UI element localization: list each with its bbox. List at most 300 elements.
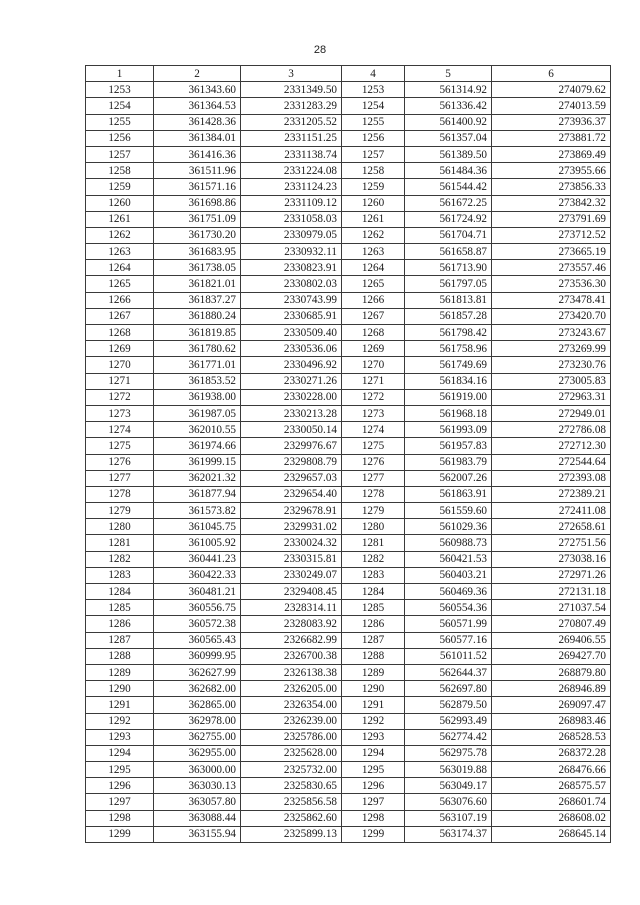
table-body <box>86 82 611 843</box>
table-cell-col-5: 561758.96 <box>405 341 492 357</box>
table-cell-col-5: 561484.36 <box>405 163 492 179</box>
column-header-3: 3 <box>241 66 342 82</box>
table-cell-col-1: 1278 <box>86 486 154 502</box>
table-cell-col-3: 2331349.50 <box>241 82 342 98</box>
table-cell-col-1: 1286 <box>86 616 154 632</box>
table-cell-col-6: 273038.16 <box>492 551 611 567</box>
table-cell-col-6: 268946.89 <box>492 681 611 697</box>
table-cell-col-1: 1272 <box>86 389 154 405</box>
table-cell-col-3: 2329408.45 <box>241 584 342 600</box>
table-cell-col-3: 2326205.00 <box>241 681 342 697</box>
table-cell-col-4: 1274 <box>342 422 405 438</box>
table-cell-col-5: 563049.17 <box>405 778 492 794</box>
table-cell-col-6: 268645.14 <box>492 826 611 842</box>
table-cell-col-3: 2326138.38 <box>241 664 342 680</box>
table-cell-col-4: 1285 <box>342 600 405 616</box>
table-cell-col-5: 561011.52 <box>405 648 492 664</box>
table-cell-col-5: 560988.73 <box>405 535 492 551</box>
table-row <box>86 729 611 745</box>
table-cell-col-2: 361730.20 <box>154 227 241 243</box>
table-cell-col-3: 2330315.81 <box>241 551 342 567</box>
table-row <box>86 163 611 179</box>
table-cell-col-1: 1296 <box>86 778 154 794</box>
table-cell-col-2: 362627.99 <box>154 664 241 680</box>
table-cell-col-2: 362021.32 <box>154 470 241 486</box>
table-cell-col-2: 361819.85 <box>154 325 241 341</box>
table-cell-col-6: 273536.30 <box>492 276 611 292</box>
table-cell-col-1: 1283 <box>86 567 154 583</box>
table-row <box>86 519 611 535</box>
table-cell-col-2: 361837.27 <box>154 292 241 308</box>
table-row <box>86 244 611 260</box>
table-cell-col-2: 361771.01 <box>154 357 241 373</box>
table-cell-col-5: 560577.16 <box>405 632 492 648</box>
table-cell-col-1: 1280 <box>86 519 154 535</box>
table-cell-col-1: 1253 <box>86 82 154 98</box>
table-row <box>86 227 611 243</box>
table-cell-col-3: 2330685.91 <box>241 308 342 324</box>
table-cell-col-4: 1254 <box>342 98 405 114</box>
table-cell-col-2: 360441.23 <box>154 551 241 567</box>
table-cell-col-6: 271037.54 <box>492 600 611 616</box>
table-cell-col-2: 361853.52 <box>154 373 241 389</box>
table-cell-col-2: 361698.86 <box>154 195 241 211</box>
table-cell-col-4: 1275 <box>342 438 405 454</box>
table-cell-col-4: 1268 <box>342 325 405 341</box>
table-cell-col-4: 1298 <box>342 810 405 826</box>
header-row <box>86 66 611 82</box>
table-cell-col-3: 2330932.11 <box>241 244 342 260</box>
table-cell-col-6: 273269.99 <box>492 341 611 357</box>
table-cell-col-4: 1258 <box>342 163 405 179</box>
table-cell-col-6: 273936.37 <box>492 114 611 130</box>
table-cell-col-4: 1256 <box>342 130 405 146</box>
table-cell-col-3: 2331124.23 <box>241 179 342 195</box>
table-row <box>86 341 611 357</box>
table-cell-col-2: 363088.44 <box>154 810 241 826</box>
table-cell-col-1: 1275 <box>86 438 154 454</box>
table-cell-col-6: 274013.59 <box>492 98 611 114</box>
table-cell-col-2: 360481.21 <box>154 584 241 600</box>
table-cell-col-2: 360572.38 <box>154 616 241 632</box>
table-cell-col-4: 1295 <box>342 762 405 778</box>
table-cell-col-3: 2331138.74 <box>241 146 342 162</box>
table-row <box>86 179 611 195</box>
table-cell-col-5: 562975.78 <box>405 745 492 761</box>
table-cell-col-5: 561672.25 <box>405 195 492 211</box>
table-header <box>86 66 611 82</box>
table-row <box>86 325 611 341</box>
table-cell-col-6: 273955.66 <box>492 163 611 179</box>
table-cell-col-4: 1277 <box>342 470 405 486</box>
table-cell-col-1: 1289 <box>86 664 154 680</box>
table-cell-col-1: 1277 <box>86 470 154 486</box>
table-cell-col-5: 560421.53 <box>405 551 492 567</box>
table-cell-col-5: 561957.83 <box>405 438 492 454</box>
table-cell-col-3: 2330536.06 <box>241 341 342 357</box>
table-row <box>86 697 611 713</box>
table-cell-col-3: 2326700.38 <box>241 648 342 664</box>
table-row <box>86 308 611 324</box>
table-cell-col-6: 272389.21 <box>492 486 611 502</box>
table-cell-col-6: 273791.69 <box>492 211 611 227</box>
table-cell-col-3: 2326354.00 <box>241 697 342 713</box>
table-cell-col-5: 561357.04 <box>405 130 492 146</box>
table-cell-col-1: 1273 <box>86 405 154 421</box>
table-cell-col-6: 269406.55 <box>492 632 611 648</box>
table-cell-col-6: 270807.49 <box>492 616 611 632</box>
table-cell-col-1: 1256 <box>86 130 154 146</box>
table-cell-col-6: 273478.41 <box>492 292 611 308</box>
table-cell-col-4: 1271 <box>342 373 405 389</box>
table-cell-col-3: 2331283.29 <box>241 98 342 114</box>
table-cell-col-1: 1257 <box>86 146 154 162</box>
table-cell-col-2: 361877.94 <box>154 486 241 502</box>
table-cell-col-2: 361780.62 <box>154 341 241 357</box>
table-cell-col-1: 1281 <box>86 535 154 551</box>
table-cell-col-3: 2329931.02 <box>241 519 342 535</box>
table-cell-col-2: 361571.16 <box>154 179 241 195</box>
table-cell-col-4: 1273 <box>342 405 405 421</box>
table-cell-col-2: 363057.80 <box>154 794 241 810</box>
table-cell-col-1: 1268 <box>86 325 154 341</box>
table-cell-col-5: 563076.60 <box>405 794 492 810</box>
table-cell-col-4: 1289 <box>342 664 405 680</box>
table-cell-col-6: 273557.46 <box>492 260 611 276</box>
table-row <box>86 713 611 729</box>
table-cell-col-6: 272751.56 <box>492 535 611 551</box>
table-cell-col-3: 2325899.13 <box>241 826 342 842</box>
table-row <box>86 98 611 114</box>
table-cell-col-2: 361738.05 <box>154 260 241 276</box>
table-row <box>86 681 611 697</box>
table-cell-col-4: 1299 <box>342 826 405 842</box>
table-row <box>86 648 611 664</box>
table-cell-col-2: 363155.94 <box>154 826 241 842</box>
table-cell-col-3: 2331224.08 <box>241 163 342 179</box>
table-cell-col-4: 1262 <box>342 227 405 243</box>
column-header-6: 6 <box>492 66 611 82</box>
table-cell-col-3: 2331058.03 <box>241 211 342 227</box>
table-row <box>86 486 611 502</box>
table-row <box>86 389 611 405</box>
table-cell-col-2: 362955.00 <box>154 745 241 761</box>
table-cell-col-4: 1260 <box>342 195 405 211</box>
table-cell-col-5: 560571.99 <box>405 616 492 632</box>
column-header-2: 2 <box>154 66 241 82</box>
table-cell-col-5: 562879.50 <box>405 697 492 713</box>
table-cell-col-2: 362755.00 <box>154 729 241 745</box>
table-row <box>86 810 611 826</box>
table-cell-col-3: 2330213.28 <box>241 405 342 421</box>
table-cell-col-2: 360422.33 <box>154 567 241 583</box>
table-cell-col-4: 1282 <box>342 551 405 567</box>
table-cell-col-2: 363000.00 <box>154 762 241 778</box>
table-cell-col-3: 2331205.52 <box>241 114 342 130</box>
table-cell-col-6: 272658.61 <box>492 519 611 535</box>
table-row <box>86 292 611 308</box>
table-cell-col-2: 361343.60 <box>154 82 241 98</box>
coordinates-table <box>85 65 611 843</box>
table-cell-col-3: 2331151.25 <box>241 130 342 146</box>
table-cell-col-4: 1287 <box>342 632 405 648</box>
table-cell-col-3: 2325786.00 <box>241 729 342 745</box>
table-cell-col-4: 1280 <box>342 519 405 535</box>
table-cell-col-5: 562993.49 <box>405 713 492 729</box>
table-cell-col-6: 273005.83 <box>492 373 611 389</box>
table-row <box>86 260 611 276</box>
table-cell-col-6: 268983.46 <box>492 713 611 729</box>
table-row <box>86 373 611 389</box>
table-cell-col-6: 273881.72 <box>492 130 611 146</box>
table-cell-col-1: 1282 <box>86 551 154 567</box>
table-cell-col-1: 1297 <box>86 794 154 810</box>
table-cell-col-5: 561400.92 <box>405 114 492 130</box>
table-cell-col-4: 1281 <box>342 535 405 551</box>
table-cell-col-1: 1261 <box>86 211 154 227</box>
table-row <box>86 470 611 486</box>
table-cell-col-4: 1279 <box>342 503 405 519</box>
table-cell-col-3: 2326682.99 <box>241 632 342 648</box>
table-cell-col-3: 2329678.91 <box>241 503 342 519</box>
table-row <box>86 503 611 519</box>
table-cell-col-5: 562007.26 <box>405 470 492 486</box>
table-row <box>86 745 611 761</box>
table-cell-col-4: 1294 <box>342 745 405 761</box>
table-cell-col-5: 561797.05 <box>405 276 492 292</box>
table-cell-col-2: 363030.13 <box>154 778 241 794</box>
table-cell-col-6: 274079.62 <box>492 82 611 98</box>
table-cell-col-3: 2330496.92 <box>241 357 342 373</box>
table-cell-col-5: 561389.50 <box>405 146 492 162</box>
table-cell-col-1: 1288 <box>86 648 154 664</box>
table-row <box>86 195 611 211</box>
table-cell-col-6: 273869.49 <box>492 146 611 162</box>
table-cell-col-5: 561813.81 <box>405 292 492 308</box>
table-cell-col-3: 2330979.05 <box>241 227 342 243</box>
table-cell-col-6: 268528.53 <box>492 729 611 745</box>
table-cell-col-3: 2330823.91 <box>241 260 342 276</box>
table-row <box>86 762 611 778</box>
table-cell-col-6: 272411.08 <box>492 503 611 519</box>
table-row <box>86 535 611 551</box>
table-cell-col-3: 2325862.60 <box>241 810 342 826</box>
table-cell-col-5: 561798.42 <box>405 325 492 341</box>
table-cell-col-2: 361938.00 <box>154 389 241 405</box>
table-row <box>86 276 611 292</box>
table-cell-col-3: 2328314.11 <box>241 600 342 616</box>
table-cell-col-1: 1262 <box>86 227 154 243</box>
table-cell-col-6: 268879.80 <box>492 664 611 680</box>
table-cell-col-4: 1283 <box>342 567 405 583</box>
table-cell-col-6: 272544.64 <box>492 454 611 470</box>
table-row <box>86 632 611 648</box>
table-cell-col-6: 272786.08 <box>492 422 611 438</box>
table-cell-col-3: 2330802.03 <box>241 276 342 292</box>
table-cell-col-1: 1254 <box>86 98 154 114</box>
table-cell-col-6: 273712.52 <box>492 227 611 243</box>
table-cell-col-6: 273420.70 <box>492 308 611 324</box>
table-cell-col-2: 361416.36 <box>154 146 241 162</box>
table-cell-col-1: 1258 <box>86 163 154 179</box>
table-cell-col-4: 1293 <box>342 729 405 745</box>
table-cell-col-5: 561968.18 <box>405 405 492 421</box>
table-cell-col-2: 361880.24 <box>154 308 241 324</box>
table-row <box>86 778 611 794</box>
table-cell-col-3: 2325830.65 <box>241 778 342 794</box>
table-cell-col-2: 361683.95 <box>154 244 241 260</box>
table-row <box>86 567 611 583</box>
table-cell-col-6: 268608.02 <box>492 810 611 826</box>
table-cell-col-4: 1278 <box>342 486 405 502</box>
table-cell-col-3: 2331109.12 <box>241 195 342 211</box>
table-cell-col-5: 560469.36 <box>405 584 492 600</box>
table-cell-col-4: 1255 <box>342 114 405 130</box>
table-cell-col-2: 361821.01 <box>154 276 241 292</box>
column-header-1: 1 <box>86 66 154 82</box>
table-cell-col-6: 272712.30 <box>492 438 611 454</box>
table-cell-col-6: 269427.70 <box>492 648 611 664</box>
table-cell-col-1: 1263 <box>86 244 154 260</box>
table-cell-col-4: 1263 <box>342 244 405 260</box>
table-cell-col-2: 362010.55 <box>154 422 241 438</box>
table-cell-col-5: 561863.91 <box>405 486 492 502</box>
table-cell-col-3: 2330024.32 <box>241 535 342 551</box>
table-cell-col-1: 1276 <box>86 454 154 470</box>
table-cell-col-4: 1269 <box>342 341 405 357</box>
table-cell-col-2: 361384.01 <box>154 130 241 146</box>
table-cell-col-5: 561857.28 <box>405 308 492 324</box>
table-cell-col-2: 362865.00 <box>154 697 241 713</box>
table-cell-col-4: 1288 <box>342 648 405 664</box>
table-cell-col-5: 561724.92 <box>405 211 492 227</box>
table-row <box>86 422 611 438</box>
table-cell-col-4: 1272 <box>342 389 405 405</box>
table-cell-col-1: 1259 <box>86 179 154 195</box>
table-cell-col-1: 1293 <box>86 729 154 745</box>
table-row <box>86 826 611 842</box>
table-cell-col-5: 561983.79 <box>405 454 492 470</box>
table-cell-col-5: 561658.87 <box>405 244 492 260</box>
table-cell-col-1: 1279 <box>86 503 154 519</box>
table-cell-col-1: 1298 <box>86 810 154 826</box>
table-cell-col-1: 1287 <box>86 632 154 648</box>
table-cell-col-6: 268372.28 <box>492 745 611 761</box>
table-cell-col-4: 1291 <box>342 697 405 713</box>
table-cell-col-5: 561314.92 <box>405 82 492 98</box>
table-row <box>86 211 611 227</box>
table-cell-col-4: 1259 <box>342 179 405 195</box>
table-cell-col-3: 2330743.99 <box>241 292 342 308</box>
table-row <box>86 794 611 810</box>
table-cell-col-5: 561029.36 <box>405 519 492 535</box>
table-row <box>86 600 611 616</box>
table-cell-col-5: 561713.90 <box>405 260 492 276</box>
table-cell-col-3: 2330249.07 <box>241 567 342 583</box>
table-cell-col-6: 273230.76 <box>492 357 611 373</box>
page-number: 28 <box>313 44 327 56</box>
table-cell-col-2: 360556.75 <box>154 600 241 616</box>
table-cell-col-5: 561336.42 <box>405 98 492 114</box>
table-cell-col-3: 2329654.40 <box>241 486 342 502</box>
table-cell-col-2: 360999.95 <box>154 648 241 664</box>
table-cell-col-6: 272971.26 <box>492 567 611 583</box>
table-cell-col-4: 1297 <box>342 794 405 810</box>
table-cell-col-3: 2329657.03 <box>241 470 342 486</box>
table-cell-col-1: 1260 <box>86 195 154 211</box>
table-cell-col-3: 2330509.40 <box>241 325 342 341</box>
table-cell-col-1: 1265 <box>86 276 154 292</box>
table-cell-col-1: 1274 <box>86 422 154 438</box>
table-cell-col-3: 2325856.58 <box>241 794 342 810</box>
table-cell-col-5: 561993.09 <box>405 422 492 438</box>
table-cell-col-3: 2329808.79 <box>241 454 342 470</box>
table-cell-col-1: 1270 <box>86 357 154 373</box>
table-row <box>86 438 611 454</box>
table-cell-col-2: 361045.75 <box>154 519 241 535</box>
table-cell-col-6: 272131.18 <box>492 584 611 600</box>
table-cell-col-5: 563107.19 <box>405 810 492 826</box>
table-cell-col-1: 1299 <box>86 826 154 842</box>
table-cell-col-4: 1286 <box>342 616 405 632</box>
table-cell-col-5: 563019.88 <box>405 762 492 778</box>
table-cell-col-6: 268476.66 <box>492 762 611 778</box>
column-header-5: 5 <box>405 66 492 82</box>
table-cell-col-4: 1265 <box>342 276 405 292</box>
table-row <box>86 357 611 373</box>
table-cell-col-5: 561559.60 <box>405 503 492 519</box>
table-cell-col-4: 1261 <box>342 211 405 227</box>
table-cell-col-5: 562644.37 <box>405 664 492 680</box>
table-cell-col-5: 560403.21 <box>405 567 492 583</box>
table-cell-col-5: 561749.69 <box>405 357 492 373</box>
table-cell-col-2: 361987.05 <box>154 405 241 421</box>
table-cell-col-4: 1270 <box>342 357 405 373</box>
table-cell-col-4: 1284 <box>342 584 405 600</box>
table-cell-col-6: 272393.08 <box>492 470 611 486</box>
table-cell-col-4: 1292 <box>342 713 405 729</box>
table-cell-col-3: 2325732.00 <box>241 762 342 778</box>
table-cell-col-1: 1284 <box>86 584 154 600</box>
table-cell-col-2: 362978.00 <box>154 713 241 729</box>
table-cell-col-2: 361511.96 <box>154 163 241 179</box>
table-cell-col-3: 2330228.00 <box>241 389 342 405</box>
table-cell-col-4: 1296 <box>342 778 405 794</box>
table-cell-col-1: 1269 <box>86 341 154 357</box>
table-cell-col-6: 269097.47 <box>492 697 611 713</box>
table-cell-col-5: 563174.37 <box>405 826 492 842</box>
table-cell-col-6: 273243.67 <box>492 325 611 341</box>
table-row <box>86 664 611 680</box>
table-row <box>86 551 611 567</box>
table-cell-col-5: 562697.80 <box>405 681 492 697</box>
table-cell-col-3: 2325628.00 <box>241 745 342 761</box>
table-cell-col-6: 272949.01 <box>492 405 611 421</box>
table-cell-col-6: 273842.32 <box>492 195 611 211</box>
table-cell-col-1: 1294 <box>86 745 154 761</box>
table-cell-col-4: 1290 <box>342 681 405 697</box>
table-cell-col-4: 1276 <box>342 454 405 470</box>
table-cell-col-2: 361364.53 <box>154 98 241 114</box>
table-cell-col-3: 2328083.92 <box>241 616 342 632</box>
table-row <box>86 405 611 421</box>
table-cell-col-5: 561544.42 <box>405 179 492 195</box>
table-cell-col-1: 1266 <box>86 292 154 308</box>
table-row <box>86 584 611 600</box>
table-cell-col-5: 561919.00 <box>405 389 492 405</box>
table-cell-col-2: 361573.82 <box>154 503 241 519</box>
table-cell-col-6: 268575.57 <box>492 778 611 794</box>
